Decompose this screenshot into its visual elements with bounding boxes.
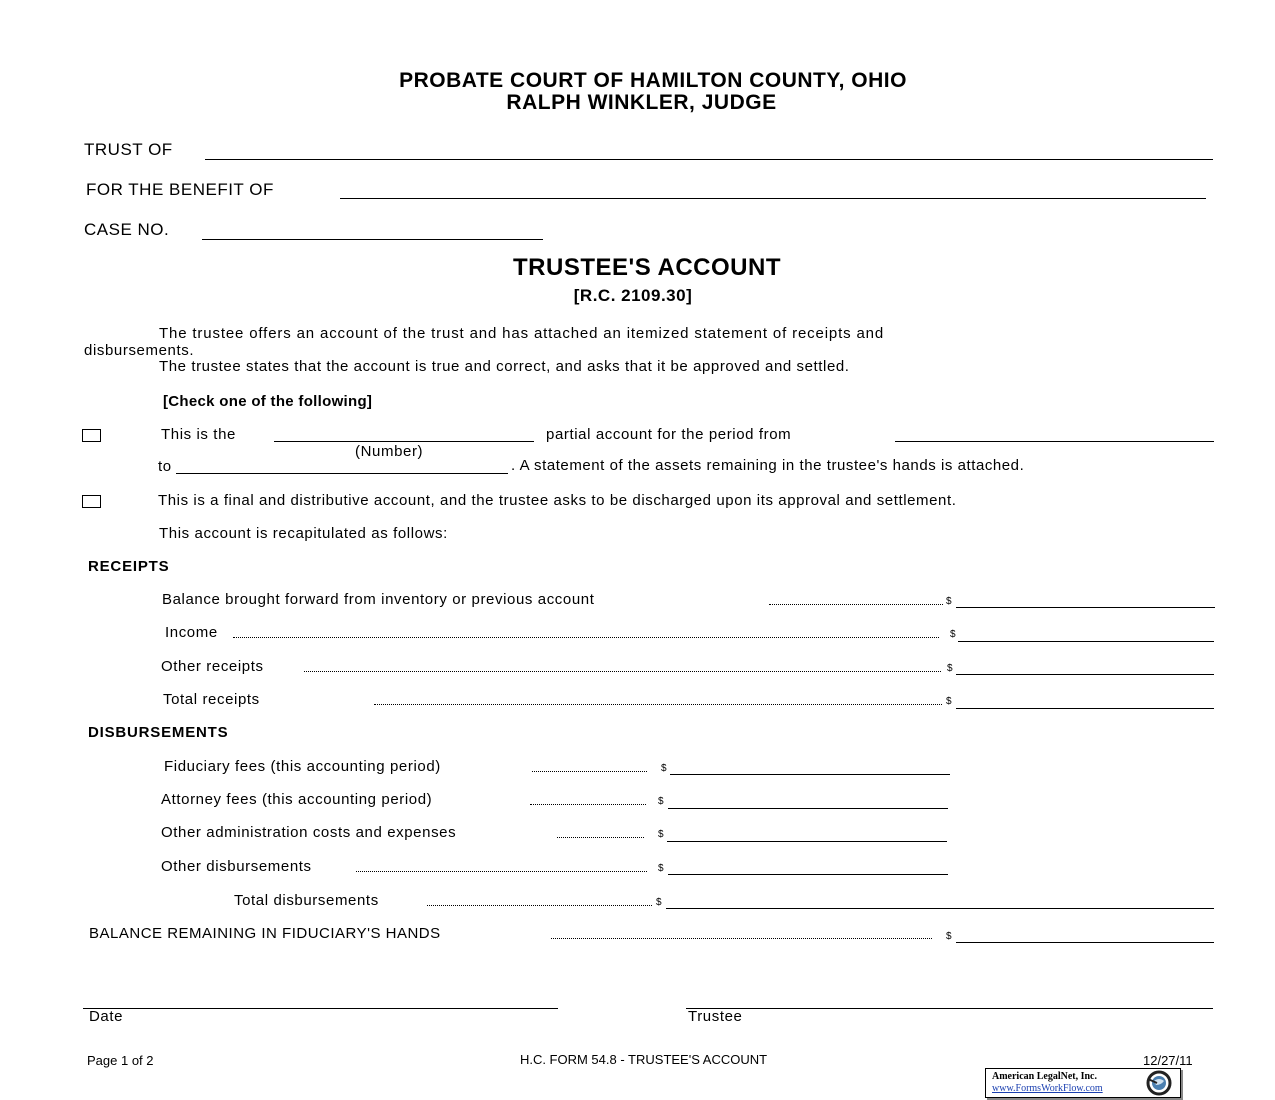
- receipts-heading: RECEIPTS: [88, 558, 170, 575]
- form-number: H.C. FORM 54.8 - TRUSTEE'S ACCOUNT: [519, 1052, 768, 1067]
- partial-account-label: partial account for the period from: [546, 426, 792, 443]
- trust-of-label: TRUST OF: [84, 140, 173, 159]
- disb-admin-costs-amount[interactable]: [669, 823, 949, 843]
- dollar-sign: $: [661, 763, 667, 774]
- benefit-of-label: FOR THE BENEFIT OF: [86, 180, 274, 199]
- receipt-total-label: Total receipts: [163, 691, 260, 708]
- dollar-sign: $: [658, 796, 664, 807]
- leader-dots: [532, 771, 647, 772]
- leader-dots: [356, 871, 647, 872]
- dollar-sign: $: [658, 863, 664, 874]
- final-account-checkbox[interactable]: [82, 495, 101, 508]
- assets-statement: . A statement of the assets remaining in the trustee's hands is attached.: [511, 457, 1025, 474]
- disb-total-label: Total disbursements: [234, 892, 379, 909]
- statute-citation: [R.C. 2109.30]: [573, 286, 693, 305]
- disb-attorney-fees-amount[interactable]: [670, 790, 950, 810]
- receipt-other-amount[interactable]: [958, 656, 1216, 676]
- page-number: Page 1 of 2: [87, 1053, 154, 1068]
- form-title: TRUSTEE'S ACCOUNT: [513, 254, 781, 281]
- disb-attorney-fees-label: Attorney fees (this accounting period): [161, 791, 433, 808]
- logo-company: American LegalNet, Inc.: [992, 1071, 1097, 1082]
- trustee-signature-line: [686, 1008, 1213, 1009]
- final-account-text: This is a final and distributive account, and the trustee asks to be discharged upon its approval and settlement.: [158, 492, 957, 509]
- receipt-balance-forward-label: Balance brought forward from inventory or previous account: [162, 591, 595, 608]
- dollar-sign: $: [946, 596, 952, 607]
- receipt-income-amount[interactable]: [960, 623, 1216, 643]
- leader-dots: [374, 704, 942, 705]
- disbursements-heading: DISBURSEMENTS: [88, 724, 229, 741]
- disb-fiduciary-fees-label: Fiduciary fees (this accounting period): [164, 758, 441, 775]
- disb-admin-costs-label: Other administration costs and expenses: [161, 824, 457, 841]
- date-label: Date: [89, 1008, 124, 1025]
- period-from-field[interactable]: [897, 424, 1216, 444]
- number-caption: (Number): [355, 443, 424, 460]
- intro-line-1-cont: disbursements.: [84, 342, 195, 359]
- this-is-the-label: This is the: [161, 426, 236, 443]
- dollar-sign: $: [947, 663, 953, 674]
- disb-other-amount[interactable]: [670, 856, 950, 876]
- american-legalnet-logo[interactable]: [985, 1068, 1181, 1098]
- period-to-field[interactable]: [178, 456, 510, 476]
- intro-line-1: The trustee offers an account of the trust and has attached an itemized statement of receipts and: [159, 325, 885, 342]
- intro-line-2: The trustee states that the account is true and correct, and asks that it be approved and settled.: [159, 358, 850, 375]
- logo-url[interactable]: www.FormsWorkFlow.com: [992, 1083, 1103, 1094]
- leader-dots: [769, 604, 943, 605]
- recap-intro: This account is recapitulated as follows:: [159, 525, 448, 542]
- dollar-sign: $: [950, 629, 956, 640]
- leader-dots: [530, 804, 646, 805]
- court-name: PROBATE COURT OF HAMILTON COUNTY, OHIO: [399, 69, 907, 92]
- dollar-sign: $: [656, 897, 662, 908]
- balance-remaining-amount[interactable]: [958, 924, 1216, 944]
- receipt-balance-forward-amount[interactable]: [958, 589, 1217, 609]
- balance-remaining-label: BALANCE REMAINING IN FIDUCIARY'S HANDS: [89, 925, 441, 942]
- dollar-sign: $: [946, 931, 952, 942]
- case-no-field[interactable]: [205, 220, 544, 240]
- leader-dots: [551, 938, 932, 939]
- receipt-other-label: Other receipts: [161, 658, 264, 675]
- leader-dots: [557, 837, 644, 838]
- leader-dots: [304, 671, 941, 672]
- benefit-of-field[interactable]: [343, 180, 1207, 200]
- form-date: 12/27/11: [1143, 1053, 1193, 1068]
- disb-total-amount[interactable]: [668, 890, 1216, 910]
- judge-name: RALPH WINKLER, JUDGE: [506, 91, 777, 114]
- disb-fiduciary-fees-amount[interactable]: [672, 756, 952, 776]
- to-label: to: [158, 458, 172, 475]
- trustee-signature-field[interactable]: [688, 988, 1214, 1008]
- globe-icon: [1144, 1070, 1176, 1096]
- leader-dots: [427, 905, 652, 906]
- receipt-income-label: Income: [165, 624, 218, 641]
- disb-other-label: Other disbursements: [161, 858, 312, 875]
- case-no-label: CASE NO.: [84, 220, 170, 239]
- date-field[interactable]: [85, 988, 559, 1008]
- leader-dots: [233, 637, 939, 638]
- dollar-sign: $: [658, 829, 664, 840]
- dollar-sign: $: [946, 696, 952, 707]
- receipt-total-amount[interactable]: [958, 690, 1216, 710]
- trust-of-field[interactable]: [208, 140, 1212, 160]
- trustee-label: Trustee: [688, 1008, 743, 1025]
- account-number-field[interactable]: [276, 424, 536, 444]
- check-instruction: [Check one of the following]: [163, 393, 373, 410]
- partial-account-checkbox[interactable]: [82, 429, 101, 442]
- date-signature-line: [83, 1008, 558, 1009]
